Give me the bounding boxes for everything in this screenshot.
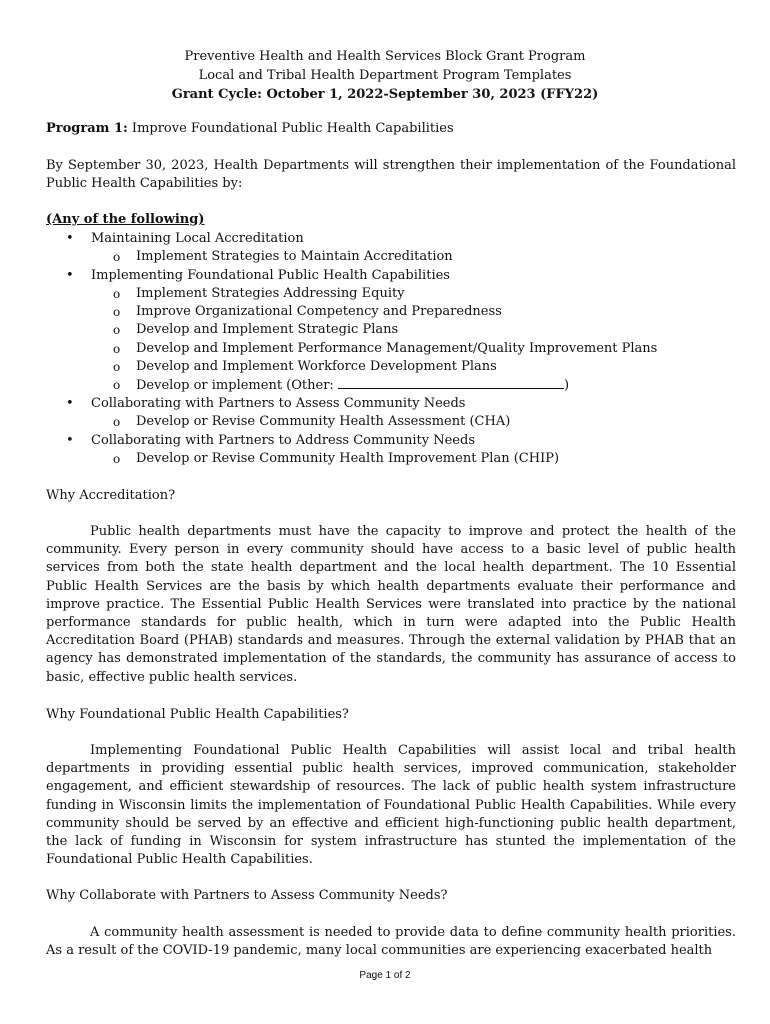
circle-bullet-icon: o: [113, 250, 121, 264]
document-header: [0, 47, 770, 104]
accreditation-question: Why Accreditation?: [46, 488, 176, 503]
circle-bullet-icon: o: [113, 378, 121, 392]
header-program-name: Preventive Health and Health Services Block Grant Program: [184, 49, 586, 64]
sub-list-item-label: Develop and Implement Strategic Plans: [136, 322, 399, 337]
sub-list-item-label: Develop and Implement Performance Management/Quality Improvement Plans: [136, 341, 658, 356]
fphc-paragraph: Implementing Foundational Public Health Capabilities will assist local and tribal health departments in providing essential public health services, improved communication, stakeholder engagement, and efficient stewardship of resources. The lack of public health system infrastructure funding in Wisconsin limits the implementation of Foundational Public Health Capabilities. While every community should be served by an effective and efficient high-functioning public health department, the lack of funding in Wisconsin for system infrastructure has stunted the implementation of the Foundational Public Health Capabilities.: [46, 743, 736, 868]
fphc-question: Why Foundational Public Health Capabilities?: [46, 707, 349, 722]
bullet-icon: •: [66, 231, 74, 246]
sub-list-item-label: Implement Strategies Addressing Equity: [136, 286, 405, 301]
header-template-name: Local and Tribal Health Department Program Templates: [198, 68, 572, 83]
program-heading: [46, 120, 454, 138]
bullet-icon: •: [66, 433, 74, 448]
other-blank-line: [338, 376, 564, 389]
sub-list-item-label: Improve Organizational Competency and Preparedness: [136, 304, 502, 319]
sub-list-item-label: Implement Strategies to Maintain Accreditation: [136, 249, 453, 264]
sub-list-item-label: [136, 376, 569, 395]
circle-bullet-icon: o: [113, 452, 121, 466]
circle-bullet-icon: o: [113, 305, 121, 319]
list-item-label: Collaborating with Partners to Assess Community Needs: [91, 396, 466, 411]
accreditation-paragraph: Public health departments must have the capacity to improve and protect the health of the community. Every person in every community should have access to a basic level of public health services from both the state health department and the local health department. The 10 Essential Public Health Services are the basis by which health departments evaluate their performance and improve practice. The Essential Public Health Services were translated into practice by the national performance standards for public health, which in turn were adapted into the Public Health Accreditation Board (PHAB) standards and measures. Through the external validation by PHAB that an agency has demonstrated implementation of the standards, the community has assurance of access to basic, effective public health services.: [46, 524, 736, 685]
sub-list-item-label: Develop or Revise Community Health Assessment (CHA): [136, 414, 511, 429]
other-close-paren: ): [563, 378, 570, 393]
bullet-icon: •: [66, 268, 74, 283]
collaborate-paragraph: A community health assessment is needed to provide data to define community health priorities. As a result of the COVID-19 pandemic, many local communities are experiencing exacerbated health: [46, 925, 736, 959]
other-label: Develop or implement (Other:: [136, 378, 334, 393]
circle-bullet-icon: o: [113, 287, 121, 301]
any-of-following-heading: (Any of the following): [46, 212, 205, 227]
circle-bullet-icon: o: [113, 415, 121, 429]
circle-bullet-icon: o: [113, 360, 121, 374]
program-title: Improve Foundational Public Health Capabilities: [127, 121, 454, 136]
intro-paragraph: By September 30, 2023, Health Departments will strengthen their implementation of the Foundational Public Health Capabilities by:: [46, 158, 736, 192]
circle-bullet-icon: o: [113, 342, 121, 356]
sub-list-item-label: Develop or Revise Community Health Improvement Plan (CHIP): [136, 451, 560, 466]
bullet-icon: •: [66, 396, 74, 411]
sub-list-item-label: Develop and Implement Workforce Development Plans: [136, 359, 497, 374]
page-number-footer: Page 1 of 2: [359, 970, 411, 981]
list-item-label: Maintaining Local Accreditation: [91, 231, 304, 246]
circle-bullet-icon: o: [113, 323, 121, 337]
header-grant-cycle: Grant Cycle: October 1, 2022-September 30, 2023 (FFY22): [171, 87, 599, 102]
list-item-label: Implementing Foundational Public Health Capabilities: [91, 268, 450, 283]
collaborate-question: Why Collaborate with Partners to Assess Community Needs?: [46, 888, 448, 903]
list-item-label: Collaborating with Partners to Address Community Needs: [91, 433, 475, 448]
program-label: Program 1:: [46, 121, 128, 136]
